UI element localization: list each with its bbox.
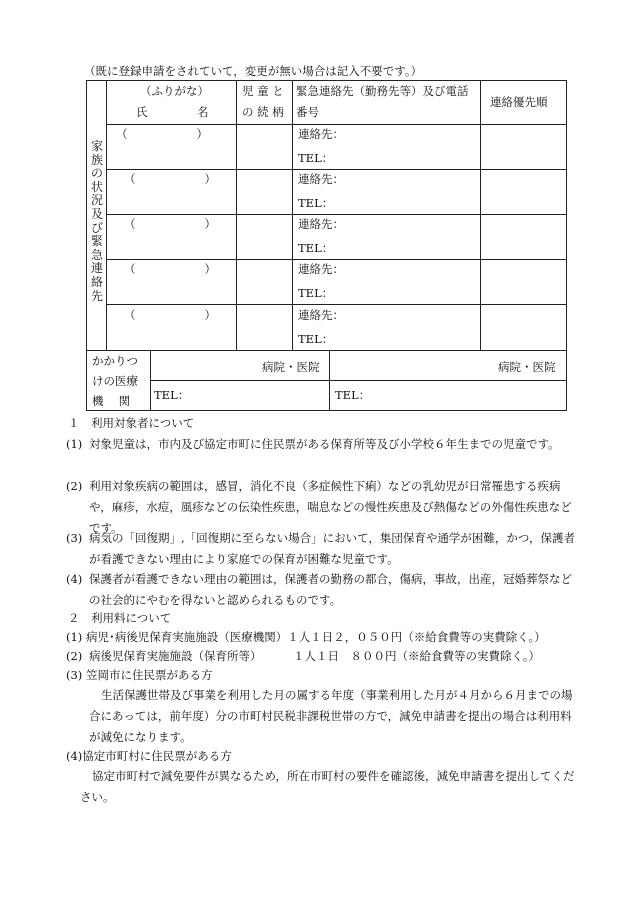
header-relation-line1: 児 童 と	[242, 84, 284, 98]
row-2-contact-label: 連絡先：	[298, 172, 344, 186]
row-3-contact-label: 連絡先：	[298, 217, 344, 231]
row-2-furigana-paren: （ ）	[124, 172, 216, 186]
fee-item-1: (1) 病児･病後児保育実施施設（医療機関）１人１日２，０５０円（※給食費等の実費除く。）	[66, 630, 546, 644]
header-furigana: （ふりがな）	[140, 84, 209, 98]
note-text: （既に登録申請をされていて，変更が無い場合は記入不要です。）	[84, 64, 423, 78]
header-priority: 連絡優先順	[490, 95, 548, 109]
hospital-2-suffix: 病院・医院	[498, 360, 556, 374]
section-1-item-3-num: (3)	[66, 531, 83, 545]
fee-item-2-facility: 病後児保育実施施設（保育所等）	[89, 649, 262, 663]
header-relation-line2: の 続 柄	[242, 105, 284, 119]
hospital-label-line1: かかりつ	[92, 354, 138, 368]
section-1-item-3-text: 病気の「回復期」,「回復期に至らない場合」において，集団保育や通学が困難，かつ，保護者が看護できない理由により家庭での保育が困難な児童です。	[89, 531, 575, 566]
section-1-item-1-num: (1)	[66, 437, 83, 451]
row-3-furigana-paren: （ ）	[124, 217, 216, 231]
row-1-tel-label: TEL：	[298, 151, 334, 165]
hospital-1-suffix: 病院・医院	[262, 360, 320, 374]
header-name-last: 名	[197, 105, 209, 119]
row-4-tel-label: TEL：	[298, 286, 334, 300]
row-1-furigana-paren: （ ）	[116, 127, 208, 141]
hospital-2-tel-label: TEL：	[335, 388, 371, 402]
section-1-item-2-num: (2)	[66, 479, 83, 493]
hospital-1-tel-label: TEL：	[154, 388, 190, 402]
fee-item-2-num: (2)	[66, 649, 83, 663]
family-section-label: 家族の状況及び緊急連絡先	[90, 139, 103, 303]
header-contact-line2: 番号	[296, 105, 319, 119]
section-2-4-title: (4)協定市町村に住民票がある方	[66, 749, 232, 763]
section-1-item-2-text: 利用対象疾病の範囲は，感冒，消化不良（多症候性下痢）などの乳幼児が日常罹患する疾病や，麻疹，水痘，風疹などの伝染性疾患，喘息などの慢性疾患及び熱傷などの外傷性疾患などです。	[89, 479, 572, 535]
section-1-item-4-text: 保護者が看護できない理由の範囲は，保護者の勤務の都合，傷病，事故，出産，冠婚葬祭などの社会的にやむを得ないと認められるものです。	[89, 572, 572, 607]
section-2-4-text: 協定市町村で減免要件が異なるため，所在市町村の要件を確認後，減免申請書を提出してください。	[80, 769, 575, 804]
section-1-item-1-text: 対象児童は，市内及び協定市町に住民票がある保育所等及び小学校６年生までの児童です。	[89, 437, 560, 451]
header-name-first: 氏	[136, 105, 148, 119]
row-1-contact-label: 連絡先：	[298, 127, 344, 141]
row-4-contact-label: 連絡先：	[298, 262, 344, 276]
section-2-3-text: 生活保護世帯及び事業を利用した月の属する年度（事業利用した月が４月から６月までの場合にあっては，前年度）分の市町村民税非課税世帯の方で，減免申請書を提出の場合は利用料が減免になります。	[89, 688, 573, 744]
fee-item-2-amount: １人１日 ８００円（※給食費等の実費除く。）	[293, 649, 541, 663]
row-3-tel-label: TEL：	[298, 241, 334, 255]
row-5-furigana-paren: （ ）	[124, 308, 216, 322]
hospital-label-line3: 機 関	[92, 394, 131, 408]
section-2-title: ２ 利用料について	[68, 611, 172, 625]
section-1-item-4-num: (4)	[66, 572, 83, 586]
section-2-3-title: (3) 笠岡市に住民票がある方	[66, 668, 213, 682]
row-4-furigana-paren: （ ）	[124, 262, 216, 276]
row-5-contact-label: 連絡先：	[298, 308, 344, 322]
row-5-tel-label: TEL：	[298, 332, 334, 346]
section-1-title: １ 利用対象者について	[68, 416, 195, 430]
header-contact-line1: 緊急連絡先（勤務先等）及び電話	[296, 84, 469, 98]
hospital-label-line2: けの医療	[92, 374, 138, 388]
row-2-tel-label: TEL：	[298, 196, 334, 210]
